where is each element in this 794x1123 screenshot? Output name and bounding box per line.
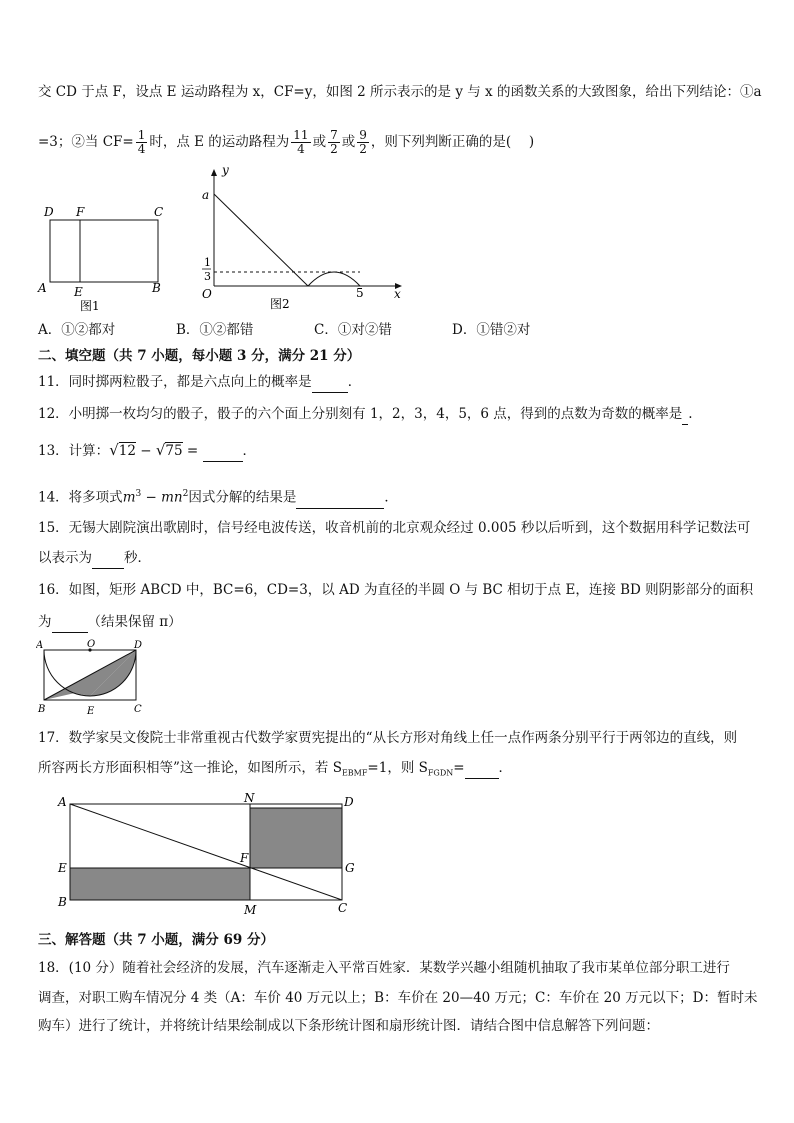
q14-prefix: 14．将多项式	[38, 489, 123, 506]
fig2-caption: 图2	[270, 297, 290, 311]
fig1-label-E: E	[74, 285, 83, 299]
q17-label-C: C	[338, 901, 348, 915]
fig1-label-A: A	[38, 281, 47, 295]
q17-answer-blank[interactable]	[465, 758, 499, 779]
fig2-axis-x: x	[394, 287, 401, 301]
fig1-label-D: D	[44, 205, 54, 219]
q16-label-B: B	[38, 704, 46, 715]
f1-den: 4	[297, 142, 305, 156]
q17-text-b: =1，则 S	[367, 760, 428, 776]
fig1-label-B: B	[152, 281, 161, 295]
question-18-line2: 调查，对职工购车情况分 4 类（A：车价 40 万元以上；B：车价在 20—40 万元；C：车价在 20 万元以下；D：暂时未	[38, 990, 758, 1006]
q13-minus: −	[135, 443, 156, 459]
fig2-origin-O: O	[202, 287, 212, 301]
q11-answer-blank[interactable]	[312, 372, 348, 393]
q14-post: 因式分解的结果是	[188, 489, 297, 506]
figure-2-graph	[196, 162, 412, 312]
question-16-line1: 16．如图，矩形 ABCD 中，BC=6，CD=3，以 AD 为直径的半圆 O 与 BC 相切于点 E，连接 BD 则阴影部分的面积	[38, 582, 754, 598]
q16-end: （结果保留 π）	[87, 614, 182, 630]
question-17-line2	[38, 758, 774, 784]
fig2-tick-1: 1	[204, 256, 211, 269]
question-14	[38, 484, 774, 509]
q15-text: 以表示为	[38, 550, 92, 566]
q10-line2	[38, 122, 774, 162]
option-c[interactable]: C．①对②错	[314, 322, 392, 338]
q17-text-a: 所容两长方形面积相等”这一推论，如图所示，若 S	[38, 760, 342, 776]
option-a[interactable]: A．①②都对	[38, 322, 116, 338]
q17-sub-ebmf: EBMF	[341, 768, 368, 778]
fig1-label-F: F	[76, 205, 85, 219]
or-2: 或	[341, 134, 356, 150]
q12-end: .	[688, 406, 693, 422]
q16-figure	[36, 638, 152, 718]
q10-line2-c: ，则下列判断正确的是( )	[370, 134, 535, 150]
q17-label-A: A	[58, 795, 67, 809]
q17-text-c: =	[453, 760, 465, 776]
q16-label-C: C	[134, 704, 142, 715]
question-15-line1: 15．无锡大剧院演出歌剧时，信号经电波传送，收音机前的北京观众经过 0.005 秒以后听到，这个数据用科学记数法可	[38, 520, 751, 536]
q16-label-O: O	[87, 639, 96, 650]
question-13	[38, 440, 774, 462]
f1-num: 11	[293, 128, 309, 142]
q13-radicand-1: 12	[118, 443, 136, 459]
q11-text: 11．同时掷两粒骰子，都是六点向上的概率是	[38, 374, 312, 390]
q17-sub-fgdn: FGDN	[427, 768, 454, 778]
question-18-line3: 购车）进行了统计，并将统计结果绘制成以下条形统计图和扇形统计图．请结合图中信息解答下列问题：	[38, 1018, 659, 1034]
q13-radicand-2: 75	[165, 443, 183, 459]
cf-num: 1	[137, 128, 146, 142]
fraction-7-2	[328, 129, 340, 156]
q13-end: ．	[242, 443, 256, 459]
fraction-11-4	[291, 129, 310, 156]
question-12	[38, 404, 774, 425]
q13-answer-blank[interactable]	[203, 441, 243, 462]
cf-den: 4	[137, 142, 146, 156]
cf-fraction	[136, 129, 148, 156]
q17-end: ．	[498, 760, 513, 776]
q17-label-E: E	[58, 861, 67, 875]
q13-equals: =	[182, 443, 203, 459]
q14-exp-2: 2	[182, 489, 189, 499]
q17-label-F: F	[240, 851, 249, 865]
q17-label-G: G	[345, 861, 355, 875]
fig2-label-a: a	[202, 188, 210, 202]
f3-den: 2	[359, 142, 367, 156]
q16-answer-blank[interactable]	[52, 612, 88, 633]
q17-figure	[54, 790, 364, 920]
q17-label-D: D	[344, 795, 354, 809]
q13-prefix: 13．计算：	[38, 443, 110, 459]
f2-den: 2	[330, 142, 338, 156]
fig2-tick-5: 5	[356, 286, 364, 300]
fig2-axis-y: y	[222, 163, 229, 177]
sqrt-symbol-2: √	[155, 441, 166, 459]
question-15-line2	[38, 548, 774, 569]
section-3-heading: 三、解答题（共 7 小题，满分 69 分）	[38, 932, 274, 948]
question-11	[38, 372, 774, 393]
q17-label-N: N	[244, 791, 255, 805]
figure-1-rectangle	[36, 200, 176, 312]
q15-end: 秒．	[124, 550, 151, 566]
question-17-line1: 17．数学家吴文俊院士非常重视古代数学家贾宪提出的“从长方形对角线上任一点作两条分别平行于两邻边的直线，则	[38, 730, 738, 746]
q14-m: m	[122, 489, 136, 506]
q10-line2-a: =3；②当 CF=	[38, 134, 134, 150]
q14-exp-3: 3	[135, 489, 142, 499]
q16-label-D: D	[134, 640, 143, 651]
q14-mid: − mn	[141, 489, 183, 506]
option-b[interactable]: B．①②都错	[176, 322, 254, 338]
question-18-line1: 18．(10 分）随着社会经济的发展，汽车逐渐走入平常百姓家．某数学兴趣小组随机抽取了我市某单位部分职工进行	[38, 960, 730, 976]
q15-answer-blank[interactable]	[92, 548, 124, 569]
fig1-label-C: C	[154, 205, 164, 219]
q11-end: ．	[347, 374, 362, 390]
q16-label-E: E	[87, 706, 95, 717]
question-16-line2	[38, 612, 774, 633]
fraction-9-2	[357, 129, 369, 156]
q17-label-B: B	[58, 895, 67, 909]
option-d[interactable]: D．①错②对	[452, 322, 531, 338]
f3-num: 9	[359, 128, 367, 142]
fig2-tick-3: 3	[204, 270, 211, 283]
sqrt-symbol-1: √	[109, 441, 119, 459]
fig1-caption: 图1	[80, 299, 100, 312]
q14-end: ．	[384, 489, 398, 506]
q10-line1: 交 CD 于点 F，设点 E 运动路程为 x，CF=y，如图 2 所示表示的是 y 与 x 的函数关系的大致图象，给出下列结论：①a	[38, 84, 762, 100]
q16-text: 为	[38, 614, 52, 630]
section-2-heading: 二、填空题（共 7 小题，每小题 3 分，满分 21 分）	[38, 348, 361, 364]
q10-line2-b: 时，点 E 的运动路程为	[149, 134, 290, 150]
q16-label-A: A	[36, 640, 44, 651]
f2-num: 7	[330, 128, 338, 142]
q12-text: 12．小明掷一枚均匀的骰子，骰子的六个面上分别刻有 1，2，3，4，5，6 点，得到的点数为奇数的概率是	[38, 406, 683, 422]
q14-answer-blank[interactable]	[296, 488, 384, 509]
or-1: 或	[312, 134, 327, 150]
q17-label-M: M	[244, 903, 257, 917]
